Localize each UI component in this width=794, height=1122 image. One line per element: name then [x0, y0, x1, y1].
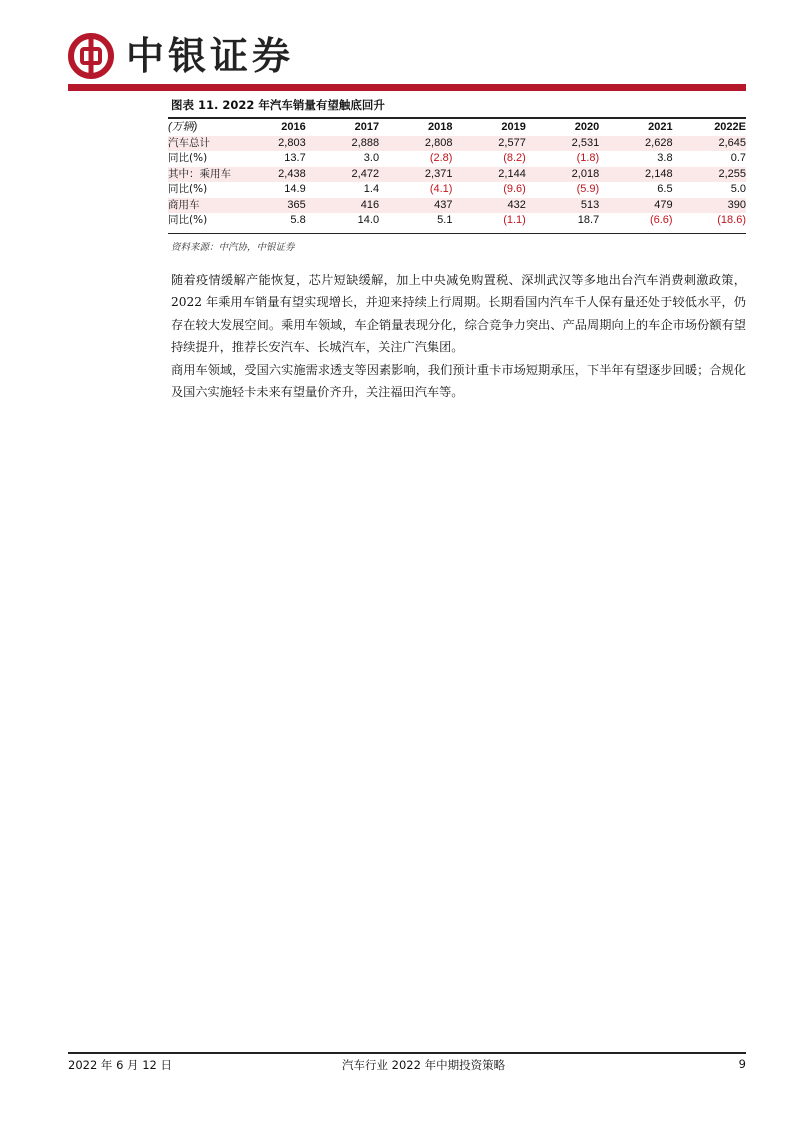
figure-title: 图表 11. 2022 年汽车销量有望触底回升	[171, 98, 385, 112]
table-cell: (8.2)	[503, 152, 526, 164]
sales-table	[168, 120, 746, 229]
table-cell: 2,472	[306, 167, 379, 183]
table-cell: 365	[232, 198, 305, 214]
brand-name: 中银证券	[126, 34, 295, 78]
table-cell: (4.1)	[429, 183, 453, 195]
figure-title-rule	[168, 117, 746, 119]
table-cell: 2,371	[379, 167, 452, 183]
table-cell: 5.1	[437, 214, 453, 226]
body-paragraph: 随着疫情缓解产能恢复，芯片短缺缓解，加上中央减免购置税、深圳武汉等多地出台汽车消费刺激政策，2022 年乘用车销量有望实现增长，并迎来持续上行周期。长期看国内汽车千人保有量还处于较低水平，仍存在较大发展空间。乘用车领域，车企销量表现分化，综合竞争力突出、产品周期向上的车企市场份额有望持续提升，推荐长安汽车、长城汽车，关注广汽集团。	[171, 273, 746, 354]
table-cell: 416	[306, 198, 379, 214]
column-header: 2018	[427, 121, 453, 133]
table-cell: 437	[379, 198, 452, 214]
table-cell: 2,628	[599, 136, 672, 152]
body-paragraph: 商用车领域，受国六实施需求透支等因素影响，我们预计重卡市场短期承压，下半年有望逐步回暖；合规化及国六实施轻卡未来有望量价齐升，关注福田汽车等。	[171, 363, 746, 400]
table-cell: (1.8)	[576, 152, 600, 164]
unit-label: (万辆)	[168, 121, 198, 133]
table-cell: 2,531	[526, 136, 599, 152]
table-cell: 3.8	[657, 152, 673, 164]
table-cell: 1.4	[363, 183, 380, 195]
table-cell: 2,808	[379, 136, 452, 152]
table-cell: (5.9)	[576, 183, 600, 195]
table-cell: 432	[452, 198, 525, 214]
table-cell: 3.0	[363, 152, 380, 164]
table-cell: 2,144	[452, 167, 525, 183]
table-cell: 2,645	[673, 136, 746, 152]
table-cell: (1.1)	[503, 214, 526, 226]
table-cell: 5.0	[730, 183, 746, 195]
table-cell: 5.8	[290, 214, 306, 226]
source-note: 资料来源：中汽协，中银证券	[171, 242, 295, 253]
footer-date: 2022 年 6 月 12 日	[68, 1058, 172, 1072]
row-label: 同比(%)	[168, 152, 208, 164]
table-cell: 513	[526, 198, 599, 214]
table-cell: 6.5	[657, 183, 673, 195]
table-cell: 2,577	[452, 136, 525, 152]
footer-report-title: 汽车行业 2022 年中期投资策略	[342, 1058, 506, 1072]
page-number: 9	[738, 1057, 746, 1071]
table-cell: (2.8)	[429, 152, 453, 164]
table-cell: 2,018	[526, 167, 599, 183]
table-header-row	[168, 120, 746, 136]
row-label: 汽车总计	[168, 136, 232, 152]
column-header: 2016	[281, 121, 306, 133]
table-cell: 14.9	[284, 183, 306, 195]
table-row	[168, 167, 746, 183]
header-accent-bar	[68, 84, 746, 91]
table-cell: 2,803	[232, 136, 305, 152]
table-row	[168, 213, 746, 229]
table-cell: 2,148	[599, 167, 672, 183]
row-label: 同比(%)	[168, 214, 208, 226]
table-cell: 0.7	[730, 152, 746, 164]
table-row	[168, 136, 746, 152]
column-header: 2017	[354, 121, 380, 133]
column-header: 2019	[501, 121, 526, 133]
bank-of-china-logo-icon	[68, 33, 114, 79]
brand-logo	[68, 33, 294, 79]
table-cell: 2,438	[232, 167, 305, 183]
row-label: 同比(%)	[168, 183, 208, 195]
table-row	[168, 182, 746, 198]
table-bottom-rule	[168, 233, 746, 234]
table-cell: 390	[673, 198, 746, 214]
table-cell: (9.6)	[503, 183, 526, 195]
table-row	[168, 151, 746, 167]
table-cell: (6.6)	[649, 214, 673, 226]
footer-rule	[68, 1052, 746, 1054]
table-cell: 479	[599, 198, 672, 214]
table-cell: 2,255	[673, 167, 746, 183]
column-header: 2020	[574, 121, 600, 133]
row-label: 其中：乘用车	[168, 167, 232, 183]
column-header: 2021	[648, 121, 673, 133]
column-header: 2022E	[714, 121, 746, 133]
table-cell: 2,888	[306, 136, 379, 152]
table-cell: 13.7	[284, 152, 306, 164]
table-row	[168, 198, 746, 214]
table-cell: 14.0	[357, 214, 380, 226]
row-label: 商用车	[168, 198, 232, 214]
table-cell: 18.7	[577, 214, 600, 226]
table-cell: (18.6)	[717, 214, 746, 226]
